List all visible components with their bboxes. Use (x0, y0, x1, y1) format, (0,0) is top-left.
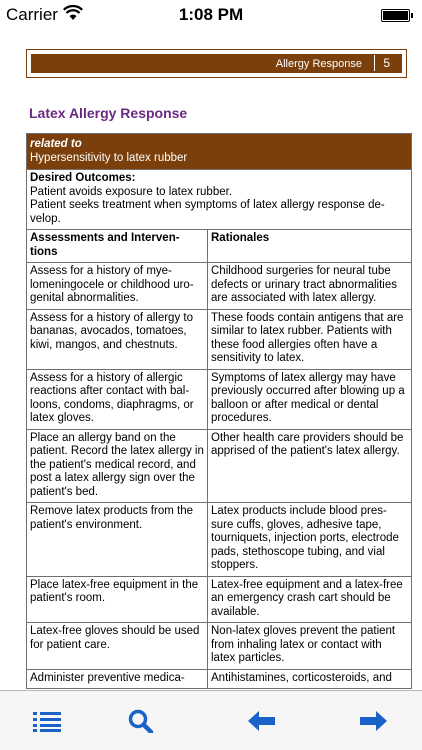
outcome-item: Patient seeks treatment when symptoms of latex allergy response de-velop. (30, 199, 385, 225)
rationale-cell: Latex-free equipment and a latex-free an emergency crash cart should be available. (208, 576, 412, 623)
table-row (27, 309, 412, 369)
assessment-cell: Administer preventive medica- (27, 669, 208, 689)
assessment-cell: Place latex-free equipment in the patient's room. (27, 576, 208, 623)
desired-outcomes-row (27, 170, 412, 230)
related-to-value: Hypersensitivity to latex rubber (30, 151, 188, 164)
rationale-cell: Childhood surgeries for neural tube defects or urinary tract abnormalities are associated with latex allergy. (208, 263, 412, 310)
bottom-toolbar (0, 690, 422, 750)
section-title: Latex Allergy Response (29, 105, 188, 121)
rationale-cell: Latex products include blood pres-sure cuffs, gloves, adhesive tape, tourniquets, injection ports, electrode pads, stethoscope tubing, and vial stoppers. (208, 503, 412, 577)
clock: 1:08 PM (178, 5, 244, 24)
table-row (27, 429, 412, 503)
header-divider (374, 55, 375, 71)
rationales-header: Rationales (208, 230, 412, 263)
desired-outcomes-cell (27, 170, 412, 230)
list-icon[interactable] (33, 709, 63, 733)
arrow-right-icon[interactable] (358, 709, 388, 733)
rationale-cell: These foods contain antigens that are similar to latex rubber. Patients with these food allergies often have a sensitivity to latex. (208, 309, 412, 369)
page-content[interactable] (0, 30, 422, 690)
rationale-cell: Non-latex gloves prevent the patient from inhaling latex or contact with latex particles. (208, 623, 412, 670)
page-header (26, 49, 407, 78)
arrow-left-icon[interactable] (247, 709, 277, 733)
column-header-row (27, 230, 412, 263)
assessment-cell: Remove latex products from the patient's environment. (27, 503, 208, 577)
page-number: 5 (383, 56, 390, 70)
table-row (27, 503, 412, 577)
carrier-label: Carrier (6, 5, 58, 24)
assessment-cell: Latex-free gloves should be used for patient care. (27, 623, 208, 670)
assessments-header: Assessments and Interven-tions (27, 230, 208, 263)
assessment-cell: Assess for a history of allergy to bananas, avocados, tomatoes, kiwi, mangos, and chestnuts. (27, 309, 208, 369)
assessment-cell: Assess for a history of mye-lomeningocele or childhood uro-genital abnormalities. (27, 263, 208, 310)
related-to-label: related to (30, 138, 82, 150)
rationale-cell: Antihistamines, corticosteroids, and (208, 669, 412, 689)
related-to-row (27, 134, 412, 170)
desired-outcomes-label: Desired Outcomes: (30, 172, 136, 184)
table-row (27, 263, 412, 310)
assessment-cell: Place an allergy band on the patient. Record the latex allergy in the patient's medical record, and post a latex allergy sign over the patient's bed. (27, 429, 208, 503)
header-title: Allergy Response (275, 58, 362, 70)
table-row (27, 369, 412, 429)
related-to-cell (27, 134, 412, 170)
rationale-cell: Symptoms of latex allergy may have previously occurred after blowing up a balloon or after medical or dental procedures. (208, 369, 412, 429)
rationale-cell: Other health care providers should be apprised of the patient's latex allergy. (208, 429, 412, 503)
care-plan-table (26, 133, 412, 689)
search-icon[interactable] (127, 709, 157, 733)
battery-icon (381, 9, 410, 22)
table-row (27, 576, 412, 623)
table-row (27, 623, 412, 670)
table-row (27, 669, 412, 689)
status-bar (0, 0, 422, 30)
outcome-item: Patient avoids exposure to latex rubber. (30, 185, 233, 198)
assessment-cell: Assess for a history of allergic reactions after contact with bal-loons, condoms, diaphragms, or latex gloves. (27, 369, 208, 429)
